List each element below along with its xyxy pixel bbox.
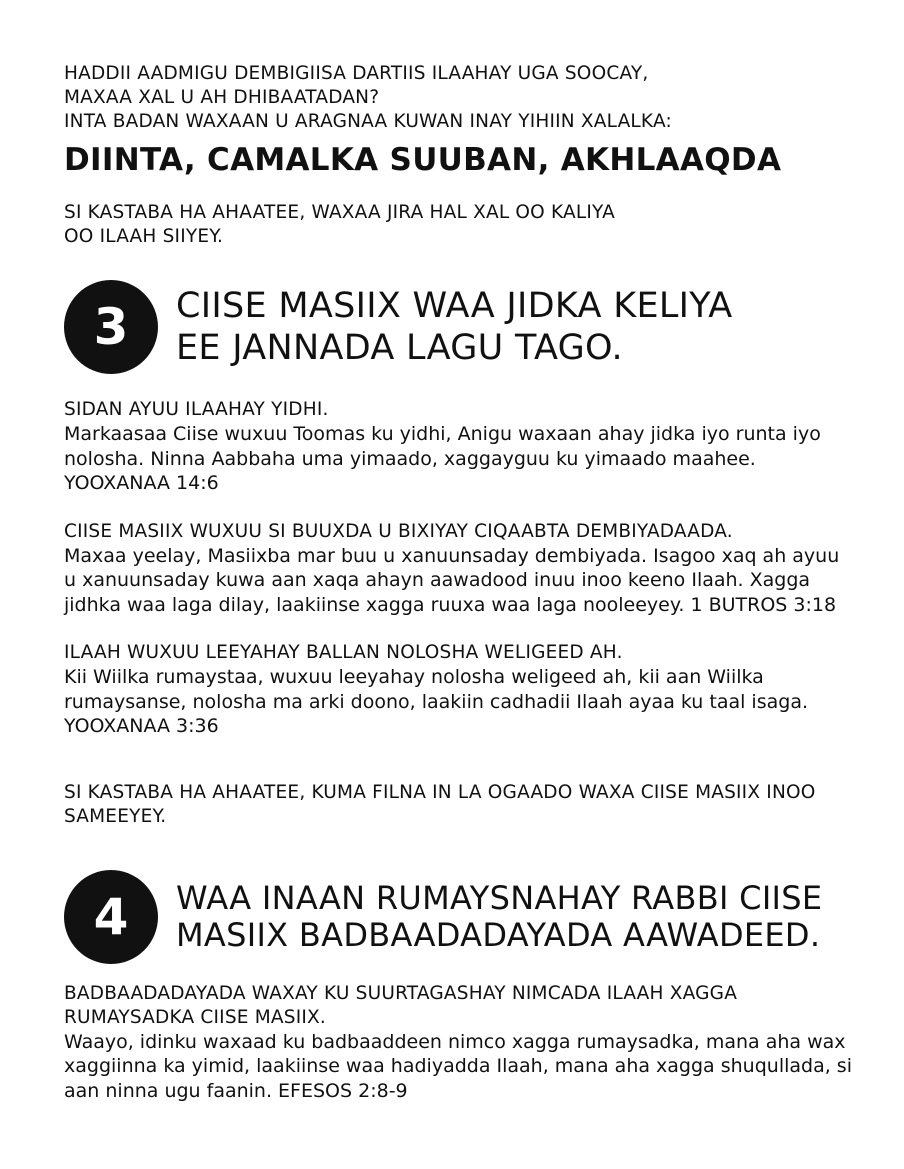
verse-block <box>64 982 854 1104</box>
step-title-line-1: CIISE MASIIX WAA JIDKA KELIYA <box>176 286 733 326</box>
intro-question-line-2: MAXAA XAL U AH DHIBAATADAN? <box>64 87 380 108</box>
verse-block <box>64 641 854 739</box>
tract-page <box>64 62 854 1103</box>
step-title-line-2: EE JANNADA LAGU TAGO. <box>176 328 623 368</box>
verse-heading: CIISE MASIIX WUXUU SI BUUXDA U BIXIYAY CIQAABTA DEMBIYADAADA. <box>64 520 733 542</box>
step-title <box>176 880 822 954</box>
intro-statement: INTA BADAN WAXAAN U ARAGNAA KUWAN INAY YIHIIN XALALKA: <box>64 111 672 132</box>
verse-text: Markaasaa Ciise wuxuu Toomas ku yidhi, Anigu waxaan ahay jidka iyo runta iyo nolosha. Ninna Aabbaha uma yimaado, xaggayguu ku yimaado maahee. YOOXANAA 14:6 <box>64 423 821 494</box>
solutions-headline: DIINTA, CAMALKA SUUBAN, AKHLAAQDA <box>64 142 782 178</box>
intro-note-line-2: OO ILAAH SIIYEY. <box>64 226 224 247</box>
intro-question-line-1: HADDII AADMIGU DEMBIGIISA DARTIIS ILAAHAY UGA SOOCAY, <box>64 63 649 84</box>
verse-heading: ILAAH WUXUU LEEYAHAY BALLAN NOLOSHA WELIGEED AH. <box>64 642 623 663</box>
verse-block <box>64 398 854 496</box>
verse-block <box>64 520 854 618</box>
step-title-line-2: MASIIX BADBAADADAYADA AAWADEED. <box>176 915 821 954</box>
step-title-line-1: WAA INAAN RUMAYSNAHAY RABBI CIISE <box>176 878 823 917</box>
verse-text: Waayo, idinku waxaad ku badbaaddeen nimco xagga rumaysadka, mana aha wax xaggiinna ka yimid, laakiinse waa hadiyadda Ilaah, mana aha xagga shuqullada, si aan ninna ugu faanin. EFESOS 2:8-9 <box>64 1030 852 1102</box>
verse-heading: SIDAN AYUU ILAAHAY YIDHI. <box>64 399 329 420</box>
verse-heading: BADBAADADAYADA WAXAY KU SUURTAGASHAY NIMCADA ILAAH XAGGA RUMAYSADKA CIISE MASIIX. <box>64 982 738 1028</box>
step-title <box>176 285 733 369</box>
intro-note-line-1: SI KASTABA HA AHAATEE, WAXAA JIRA HAL XAL OO KALIYA <box>64 202 615 223</box>
step-3-header <box>64 280 854 374</box>
step-number-badge: 4 <box>64 870 158 964</box>
verse-text: Maxaa yeelay, Masiixba mar buu u xanuunsaday dembiyada. Isagoo xaq ah ayuu u xanuunsaday kuwa aan xaqa ahayn aawadood inuu inoo keeno Ilaah. Xagga jidhka waa laga dilay, laakiinse xagga ruuxa waa laga nooleeyey. 1 BUTROS 3:18 <box>64 544 840 616</box>
step-4-header <box>64 870 854 964</box>
step-3-note: SI KASTABA HA AHAATEE, KUMA FILNA IN LA OGAADO WAXA CIISE MASIIX INOO SAMEEYEY. <box>64 782 816 827</box>
step-number-badge: 3 <box>64 280 158 374</box>
verse-text: Kii Wiilka rumaystaa, wuxuu leeyahay nolosha weligeed ah, kii aan Wiilka rumaysanse, nolosha ma arki doono, laakiin cadhadii Ilaah ayaa ku taal isaga. YOOXANAA 3:36 <box>64 666 808 737</box>
